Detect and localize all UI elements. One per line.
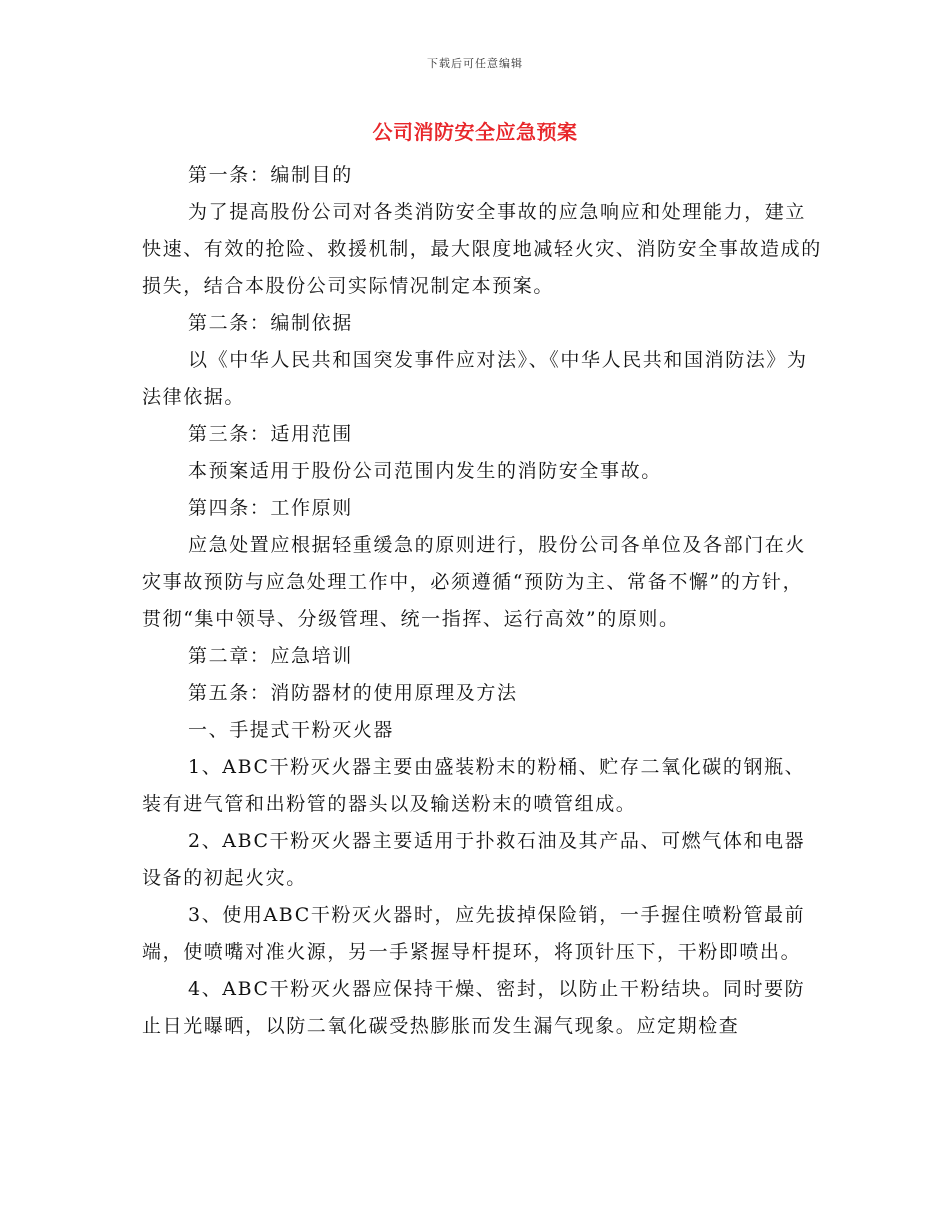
chapter-2-heading: 第二章：应急培训 [188, 645, 353, 667]
article-4-text: 应急处置应根据轻重缓急的原则进行，股份公司各单位及各部门在火灾事故预防与应急处理工作中，必须遵循“预防为主、常备不懈”的方针，贯彻“集中领导、分级管理、统一指挥、运行高效”的原则。 [142, 534, 807, 630]
article-2-text: 以《中华人民共和国突发事件应对法》、《中华人民共和国消防法》为法律依据。 [142, 349, 808, 408]
document-title: 公司消防安全应急预案 [372, 120, 578, 144]
article-1-heading: 第一条：编制目的 [188, 164, 353, 186]
page-header: 下载后可任意编辑 [427, 57, 523, 70]
item-2-text: 2、ABC干粉灭火器主要适用于扑救石油及其产品、可燃气体和电器设备的初起火灾。 [142, 830, 806, 889]
article-3-heading: 第三条：适用范围 [188, 423, 353, 445]
article-4-heading: 第四条：工作原则 [188, 497, 353, 519]
item-1-text: 1、ABC干粉灭火器主要由盛装粉末的粉桶、贮存二氧化碳的钢瓶、装有进气管和出粉管的器头以及输送粉末的喷管组成。 [142, 756, 806, 815]
document-body [142, 157, 822, 1045]
article-3-text: 本预案适用于股份公司范围内发生的消防安全事故。 [188, 460, 662, 482]
article-5-heading: 第五条：消防器材的使用原理及方法 [188, 682, 518, 704]
article-2-heading: 第二条：编制依据 [188, 312, 353, 334]
item-4-text: 4、ABC干粉灭火器应保持干燥、密封，以防止干粉结块。同时要防止日光曝晒，以防二氧化碳受热膨胀而发生漏气现象。应定期检查 [142, 978, 806, 1037]
section-1-heading: 一、手提式干粉灭火器 [188, 719, 395, 741]
article-1-text: 为了提高股份公司对各类消防安全事故的应急响应和处理能力，建立快速、有效的抢险、救援机制，最大限度地减轻火灾、消防安全事故造成的损失，结合本股份公司实际情况制定本预案。 [142, 201, 822, 297]
item-3-text: 3、使用ABC干粉灭火器时，应先拔掉保险销，一手握住喷粉管最前端，使喷嘴对准火源，另一手紧握导杆提环，将顶针压下，干粉即喷出。 [142, 904, 806, 963]
